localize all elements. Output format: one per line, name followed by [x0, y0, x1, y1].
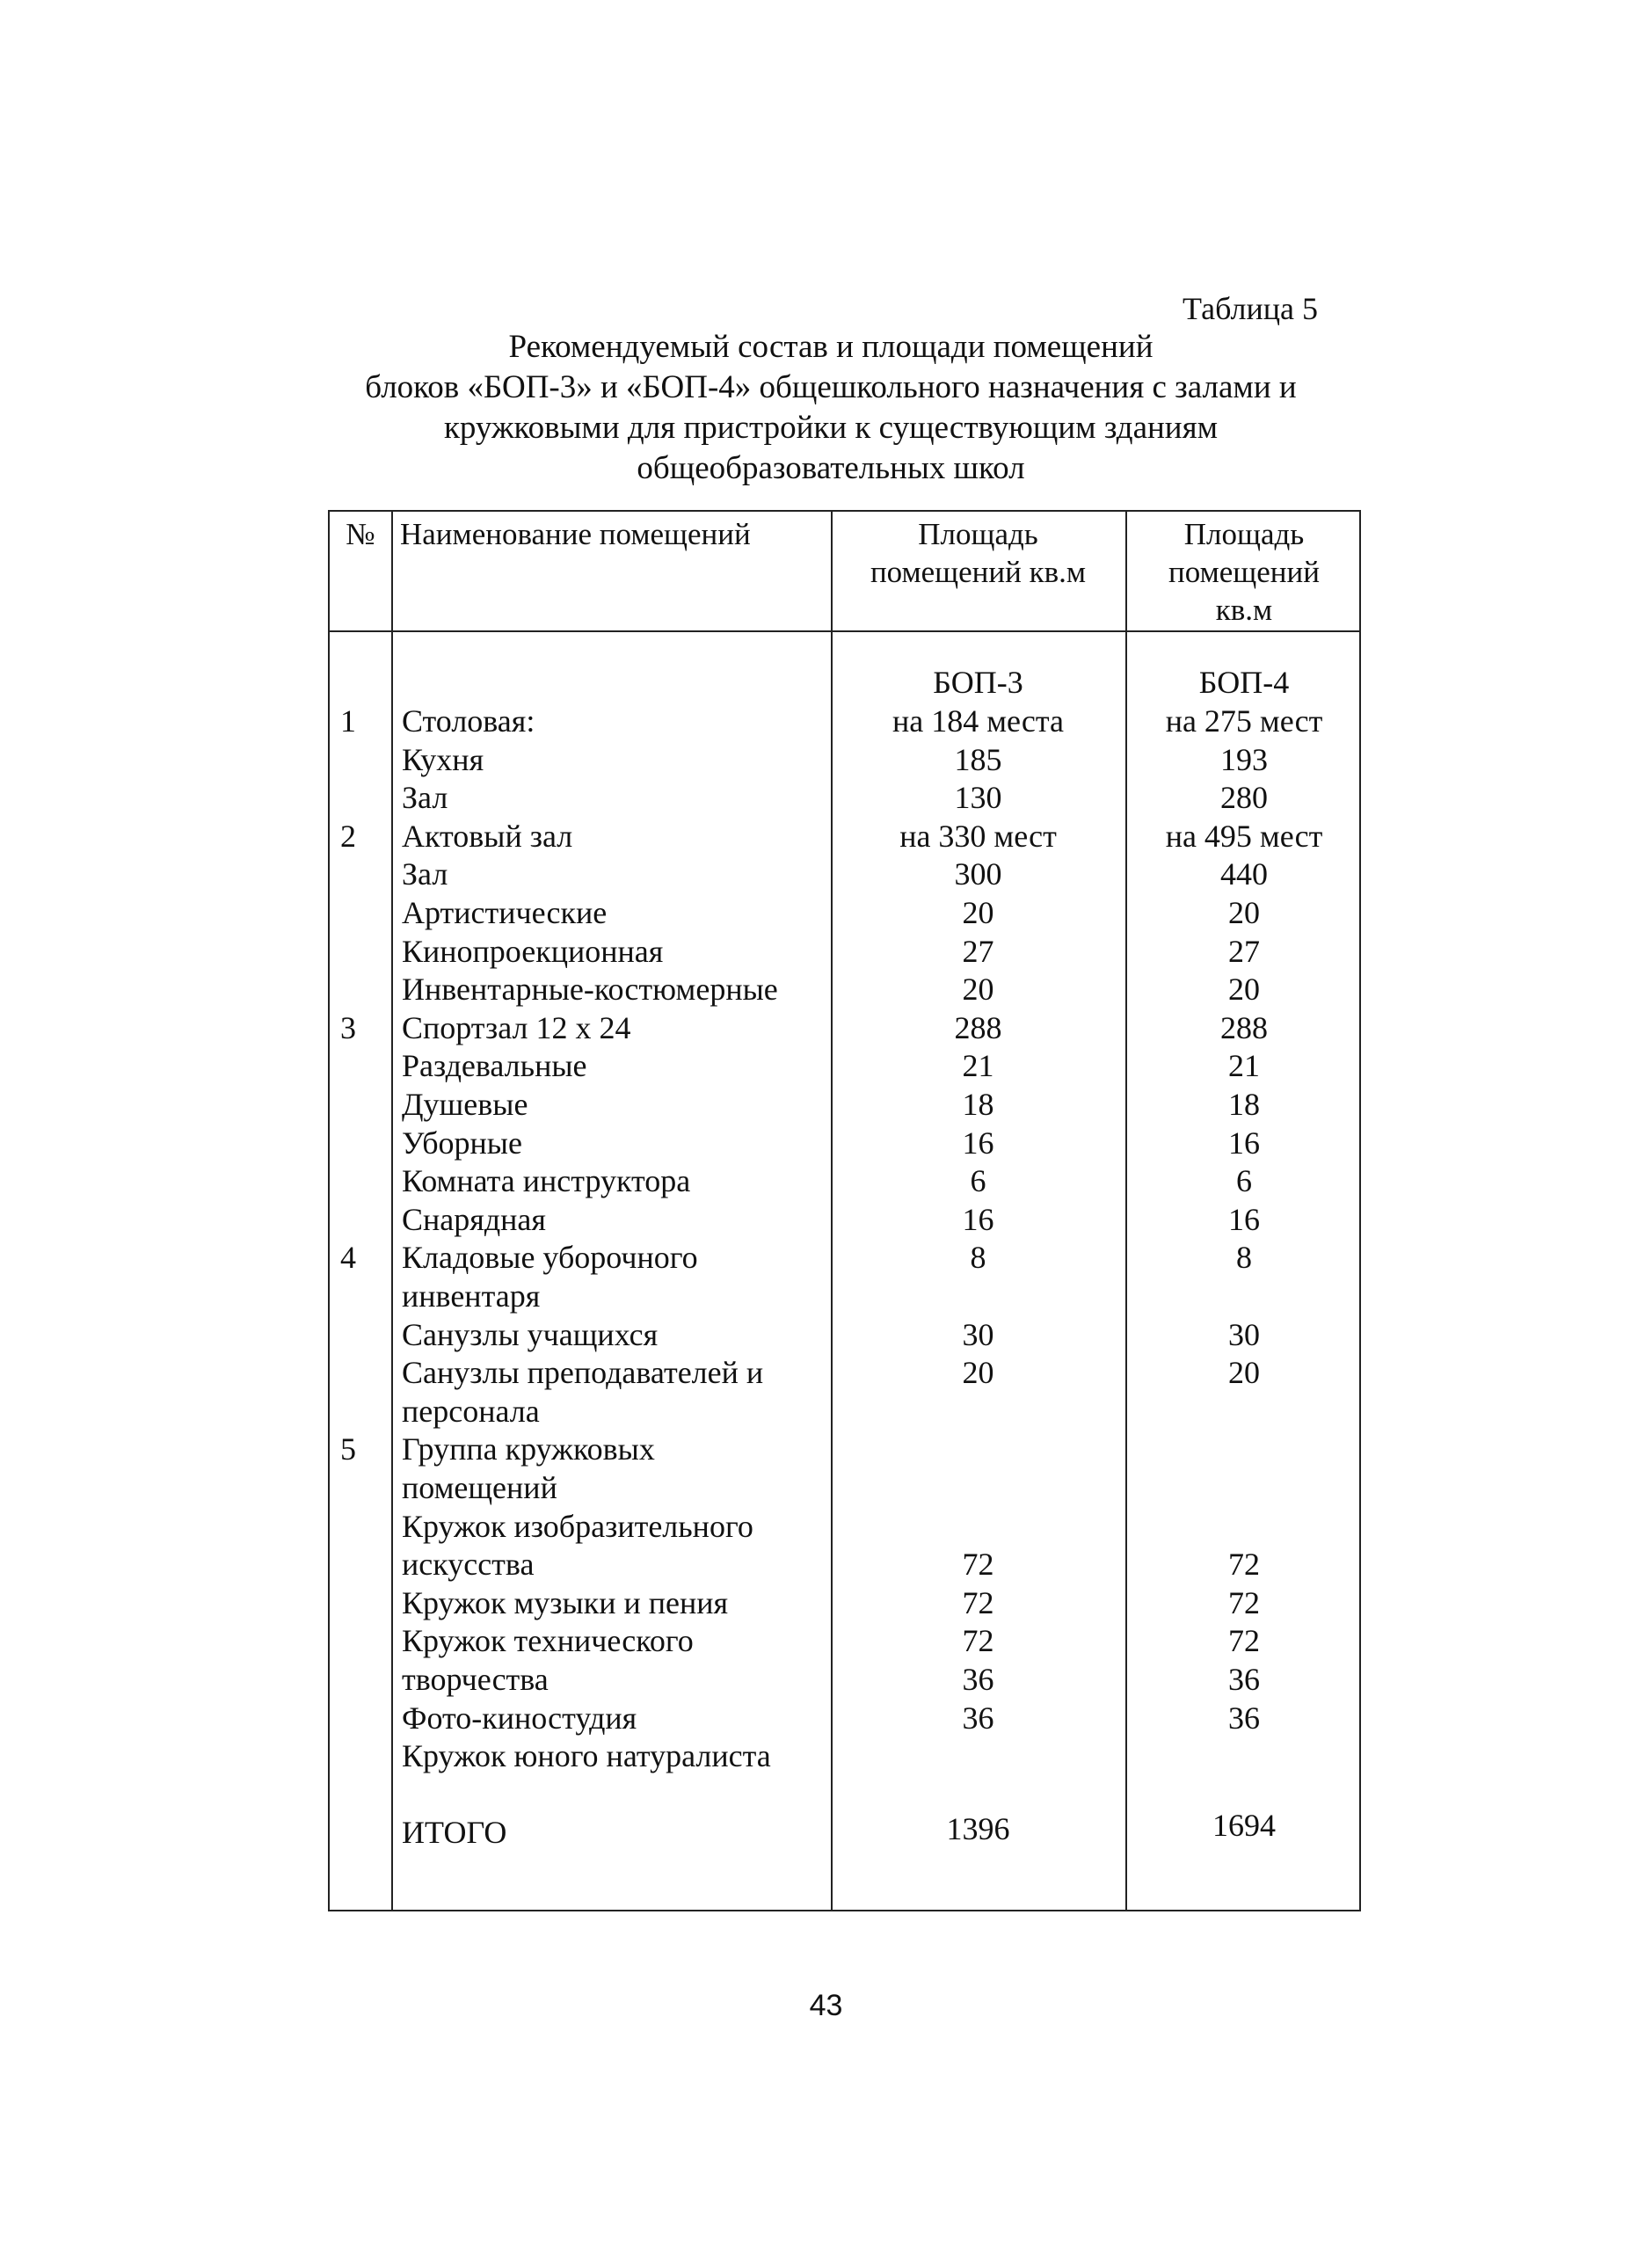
area-bop3: 300 [954, 856, 1002, 892]
area-bop3: 130 [954, 780, 1002, 816]
table-row [330, 1200, 1359, 1239]
area-bop4: на 495 мест [1165, 818, 1323, 854]
area-bop3: 30 [962, 1316, 994, 1352]
room-name: инвентаря [402, 1278, 541, 1314]
area-bop4: 72 [1228, 1584, 1260, 1620]
table-title [299, 327, 1363, 489]
table-row [330, 855, 1359, 893]
room-name: Зал [402, 856, 448, 892]
room-name: Душевые [402, 1087, 528, 1122]
header-divider [330, 630, 1359, 632]
area-table [328, 510, 1361, 1911]
area-bop4: 72 [1228, 1547, 1260, 1583]
header-num: № [346, 517, 375, 551]
header-area-bop4: Площадь помещений кв.м [1168, 517, 1320, 627]
room-name: Группа кружковых [402, 1431, 655, 1467]
area-bop3: 18 [962, 1087, 994, 1122]
room-name: Кинопроекционная [402, 933, 664, 969]
table-row [330, 970, 1359, 1008]
area-bop4: 72 [1228, 1623, 1260, 1659]
area-bop3: 8 [970, 1240, 986, 1276]
room-name: Санузлы преподавателей и [402, 1355, 764, 1391]
room-name: Актовый зал [402, 818, 573, 854]
room-name: Комната инструктора [402, 1163, 691, 1199]
table-row [330, 1584, 1359, 1622]
area-bop3: 20 [962, 972, 994, 1008]
area-bop3: 36 [962, 1700, 994, 1736]
area-bop4: 30 [1228, 1316, 1260, 1352]
table-row [330, 1124, 1359, 1162]
subheader-bop4: БОП-4 [1198, 665, 1290, 700]
area-bop4: 27 [1228, 933, 1260, 969]
header-name: Наименование помещений [400, 517, 751, 551]
area-bop4: 20 [1228, 895, 1260, 930]
area-bop3: 288 [954, 1009, 1002, 1045]
row-number: 2 [340, 818, 356, 854]
area-bop4: 21 [1228, 1048, 1260, 1084]
table-row [330, 1238, 1359, 1277]
table-row [330, 740, 1359, 779]
table-row [330, 1353, 1359, 1392]
table-row [330, 1315, 1359, 1354]
total-label: ИТОГО [402, 1815, 507, 1850]
room-name: Артистические [402, 895, 608, 930]
total-bop3: 1396 [946, 1811, 1010, 1846]
row-number: 4 [340, 1240, 356, 1276]
area-bop3: 72 [962, 1547, 994, 1583]
area-bop4: 36 [1228, 1700, 1260, 1736]
area-bop4: 36 [1228, 1662, 1260, 1697]
total-row [330, 1808, 1359, 1852]
area-bop4: 20 [1228, 972, 1260, 1008]
title-line: кружковыми для пристройки к существующим зданиям [443, 410, 1219, 446]
room-name: Санузлы учащихся [402, 1316, 659, 1352]
room-name: Фото-киностудия [402, 1700, 637, 1736]
area-bop4: 288 [1220, 1009, 1268, 1045]
area-bop4: 6 [1236, 1163, 1252, 1199]
room-name: творчества [402, 1662, 549, 1697]
area-bop3: 21 [962, 1048, 994, 1084]
room-name: Снарядная [402, 1201, 546, 1237]
area-bop3: 6 [970, 1163, 986, 1199]
table-row [330, 1545, 1359, 1584]
header-area-bop3: Площадь помещений кв.м [870, 517, 1087, 589]
room-name: Кладовые уборочного [402, 1240, 698, 1276]
area-bop4: 8 [1236, 1240, 1252, 1276]
table-row [330, 702, 1359, 740]
table-row [330, 1085, 1359, 1124]
area-bop3: 72 [962, 1584, 994, 1620]
title-line: общеобразовательных школ [637, 450, 1025, 486]
area-bop4: 280 [1220, 780, 1268, 816]
table-row [330, 893, 1359, 932]
room-name: Инвентарные-костюмерные [402, 972, 778, 1008]
room-name: Кружок музыки и пения [402, 1584, 729, 1620]
table-row [330, 1621, 1359, 1660]
table-row [330, 1468, 1359, 1507]
area-bop4: на 275 мест [1165, 703, 1323, 739]
area-bop3: 16 [962, 1201, 994, 1237]
title-line: Рекомендуемый состав и площади помещений [508, 329, 1153, 365]
room-name: Спортзал 12 х 24 [402, 1009, 631, 1045]
subheader-bop3: БОП-3 [933, 665, 1023, 700]
table-row [330, 1277, 1359, 1315]
table-row [330, 778, 1359, 817]
total-bop4: 1694 [1212, 1808, 1276, 1843]
room-name: Кружок технического [402, 1623, 694, 1659]
page-number: 43 [809, 1989, 843, 2022]
table-row [330, 1430, 1359, 1468]
area-bop4: 16 [1228, 1125, 1260, 1161]
area-bop4: 440 [1220, 856, 1268, 892]
title-line: блоков «БОП-3» и «БОП-4» общешкольного назначения с залами и [365, 369, 1297, 405]
area-bop4: 16 [1228, 1201, 1260, 1237]
area-bop3: 27 [962, 933, 994, 969]
room-name: Уборные [402, 1125, 522, 1161]
table-row [330, 817, 1359, 855]
area-bop3: 185 [954, 741, 1002, 777]
room-name: Кружок изобразительного [402, 1508, 753, 1544]
area-bop3: 16 [962, 1125, 994, 1161]
area-bop4: 193 [1220, 741, 1268, 777]
table-row [330, 1008, 1359, 1047]
area-bop4: 18 [1228, 1087, 1260, 1122]
row-number: 1 [340, 703, 356, 739]
table-row [330, 1736, 1359, 1775]
table-row [330, 1161, 1359, 1200]
table-row [330, 1392, 1359, 1431]
room-name: Раздевальные [402, 1048, 587, 1084]
room-name: Кружок юного натуралиста [402, 1738, 771, 1774]
area-bop3: 36 [962, 1662, 994, 1697]
table-row [330, 1699, 1359, 1737]
room-name: Кухня [402, 741, 484, 777]
room-name: Зал [402, 780, 448, 816]
room-name: искусства [402, 1547, 535, 1583]
subheader-row [330, 663, 1359, 702]
room-name: помещений [402, 1470, 557, 1505]
area-bop3: 20 [962, 1355, 994, 1391]
table-row [330, 1046, 1359, 1085]
table-row [330, 1660, 1359, 1699]
row-number: 5 [340, 1431, 356, 1467]
table-row [330, 1507, 1359, 1546]
row-number: 3 [340, 1009, 356, 1045]
area-bop4: 20 [1228, 1355, 1260, 1391]
table-row [330, 932, 1359, 971]
table-label: Таблица 5 [1183, 291, 1318, 326]
area-bop3: 20 [962, 895, 994, 930]
area-bop3: на 330 мест [899, 818, 1057, 854]
room-name: персонала [402, 1393, 540, 1429]
room-name: Столовая: [402, 703, 535, 739]
area-bop3: на 184 места [891, 703, 1065, 739]
area-bop3: 72 [962, 1623, 994, 1659]
